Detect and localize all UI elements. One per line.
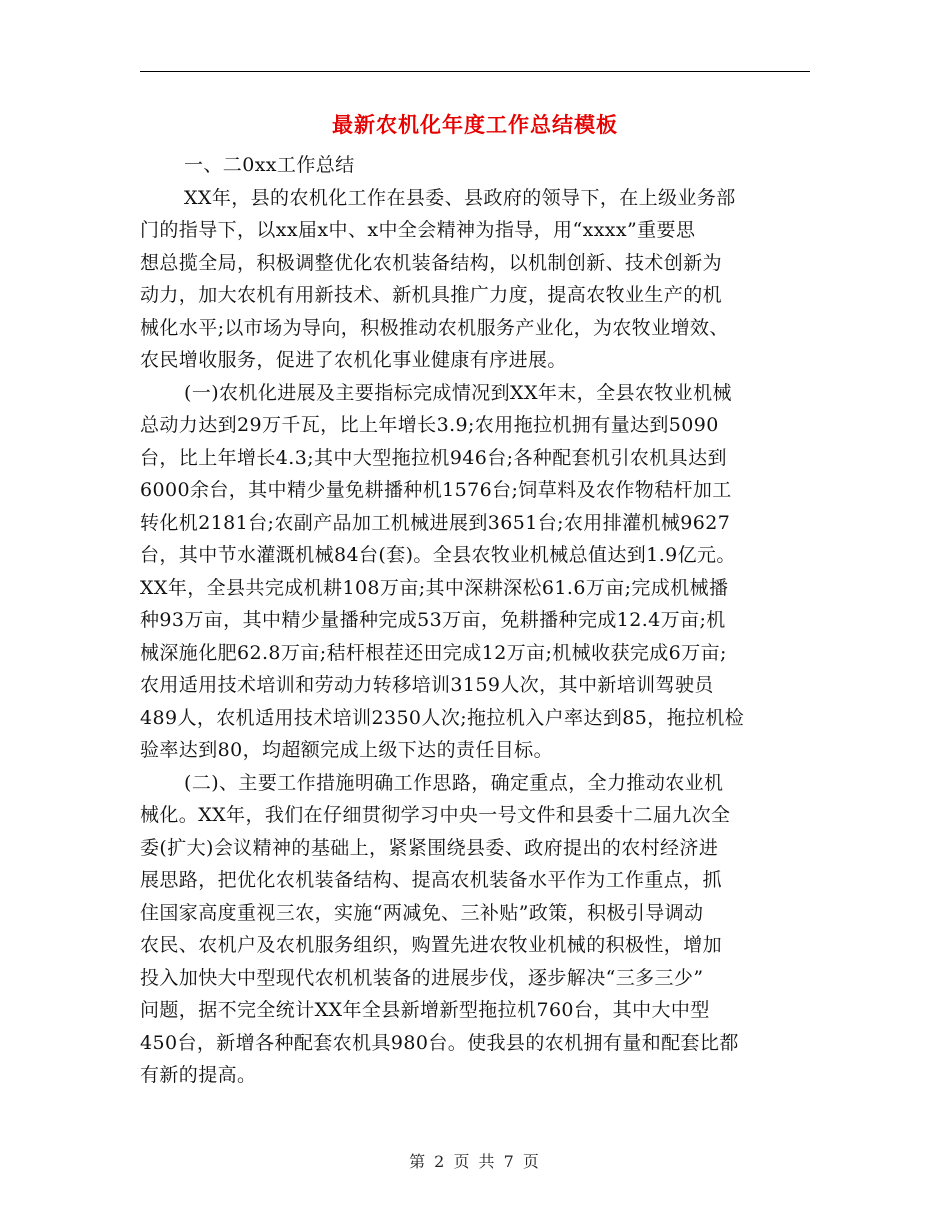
paragraph-line: XX年，全县共完成机耕108万亩;其中深耕深松61.6万亩;完成机械播 (140, 576, 729, 599)
paragraph-line: 械化水平;以市场为导向，积极推动农机服务产业化，为农牧业增效、 (140, 316, 729, 339)
paragraph-line: 种93万亩，其中精少量播种完成53万亩，免耕播种完成12.4万亩;机 (140, 609, 726, 631)
paragraph-line: 总动力达到29万千瓦，比上年增长3.9;农用拖拉机拥有量达到5090 (140, 414, 719, 436)
paragraph-line: 门的指导下，以xx届x中、x中全会精神为指导，用“xxxx”重要思 (140, 219, 696, 241)
paragraph-line: 农民、农机户及农机服务组织，购置先进农牧业机械的积极性，增加 (140, 934, 723, 956)
paragraph-line: 动力，加大农机有用新技术、新机具推广力度，提高农牧业生产的机 (140, 284, 723, 306)
paragraph-line: 台，比上年增长4.3;其中大型拖拉机946台;各种配套机引农机具达到 (140, 446, 727, 469)
paragraph-line: XX年，县的农机化工作在县委、县政府的领导下，在上级业务部 (184, 186, 736, 209)
paragraph-line: 想总揽全局，积极调整优化农机装备结构，以机制创新、技术创新为 (140, 251, 723, 274)
paragraph-line: 械化。XX年，我们在仔细贯彻学习中央一号文件和县委十二届九次全 (140, 804, 731, 826)
page-number: 第 2 页 共 7 页 (409, 1152, 541, 1171)
paragraph-line: 450台，新增各种配套农机具980台。使我县的农机拥有量和配套比都 (140, 1031, 739, 1054)
document-body (140, 149, 812, 1092)
paragraph-line: 住国家高度重视三农，实施“两减免、三补贴”政策，积极引导调动 (140, 901, 704, 924)
document-title: 最新农机化年度工作总结模板 (332, 112, 618, 137)
paragraph-line: 6000余台，其中精少量免耕播种机1576台;饲草料及农作物秸杆加工 (140, 479, 732, 501)
header-rule (140, 71, 810, 72)
paragraph-line: 农民增收服务，促进了农机化事业健康有序进展。 (140, 349, 567, 371)
paragraph-line: 农用适用技术培训和劳动力转移培训3159人次，其中新培训驾驶员 (140, 674, 714, 696)
paragraph-line: 委(扩大)会议精神的基础上，紧紧围绕县委、政府提出的农村经济进 (140, 836, 719, 859)
paragraph-line: 械深施化肥62.8万亩;秸杆根茬还田完成12万亩;机械收获完成6万亩; (140, 641, 727, 664)
section-heading: 一、二0xx工作总结 (184, 154, 355, 176)
paragraph-line: 489人，农机适用技术培训2350人次;拖拉机入户率达到85，拖拉机检 (140, 706, 745, 729)
paragraph-line: (二)、主要工作措施明确工作思路，确定重点，全力推动农业机 (184, 771, 724, 794)
paragraph-line: 问题，据不完全统计XX年全县新增新型拖拉机760台，其中大中型 (140, 999, 710, 1021)
paragraph-line: 转化机2181台;农副产品加工机械进展到3651台;农用排灌机械9627 (140, 511, 731, 534)
paragraph-line: 台，其中节水灌溉机械84台(套)。全县农牧业机械总值达到1.9亿元。 (140, 544, 736, 566)
paragraph-line: (一)农机化进展及主要指标完成情况到XX年末，全县农牧业机械 (184, 381, 732, 404)
paragraph-line: 投入加快大中型现代农机机装备的进展步伐，逐步解决“三多三少” (140, 966, 704, 989)
paragraph-line: 有新的提高。 (140, 1064, 257, 1086)
paragraph-line: 验率达到80，均超额完成上级下达的责任目标。 (140, 739, 553, 761)
paragraph-line: 展思路，把优化农机装备结构、提高农机装备水平作为工作重点，抓 (140, 869, 723, 891)
